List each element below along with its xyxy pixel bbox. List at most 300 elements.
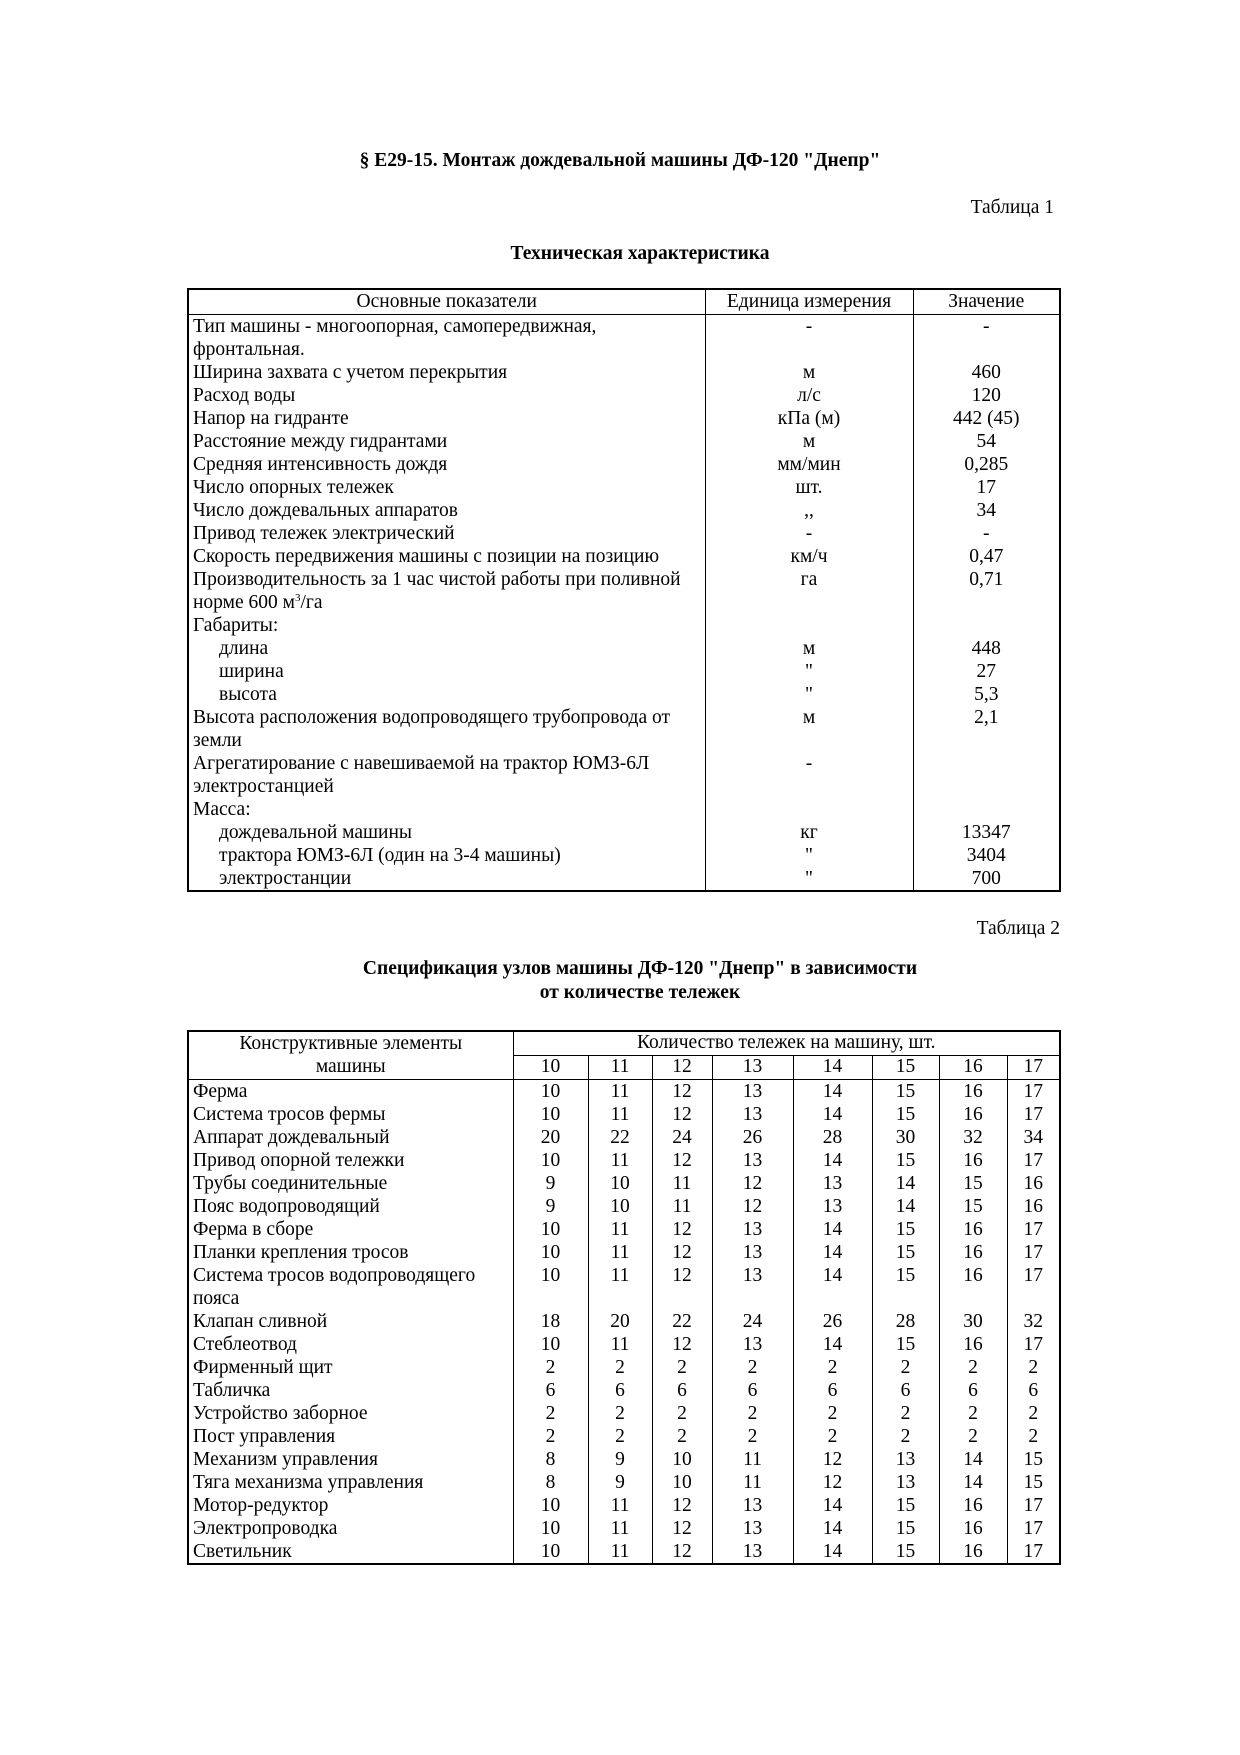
table2-caption-line1: Спецификация узлов машины ДФ-120 "Днепр" в зависимости xyxy=(362,958,918,979)
table-row xyxy=(188,1149,1060,1172)
count-cell: 16 xyxy=(939,1241,1007,1264)
indicator-text: дождевальной машины xyxy=(219,822,412,843)
count-cell: 2 xyxy=(793,1425,872,1448)
page-title: § Е29-15. Монтаж дождевальной машины ДФ-120 "Днепр" xyxy=(359,150,881,171)
unit-cell: м xyxy=(705,706,913,752)
unit-cell: - xyxy=(705,522,913,545)
indicator-text: трактора ЮМЗ-6Л (один на 3-4 машины) xyxy=(219,845,561,866)
count-cell: 26 xyxy=(712,1126,793,1149)
table-row xyxy=(188,1195,1060,1218)
count-cell: 13 xyxy=(712,1517,793,1540)
count-header-17: 17 xyxy=(1007,1056,1060,1080)
element-name-cell: Ферма xyxy=(188,1080,513,1104)
value-cell xyxy=(913,614,1060,637)
indicator-cell xyxy=(188,522,705,545)
indicator-text: Напор на гидранте xyxy=(193,408,349,429)
element-name-cell: Табличка xyxy=(188,1379,513,1402)
table-row xyxy=(188,752,1060,798)
count-cell: 15 xyxy=(939,1195,1007,1218)
indicator-cell xyxy=(188,867,705,891)
value-cell: 34 xyxy=(913,499,1060,522)
count-cell: 17 xyxy=(1007,1333,1060,1356)
indicator-cell xyxy=(188,476,705,499)
count-cell: 16 xyxy=(939,1080,1007,1104)
count-cell: 15 xyxy=(1007,1448,1060,1471)
specification-table xyxy=(187,1030,1061,1565)
count-cell: 22 xyxy=(652,1310,712,1333)
count-cell: 11 xyxy=(588,1241,652,1264)
count-cell: 2 xyxy=(939,1402,1007,1425)
count-cell: 10 xyxy=(513,1218,588,1241)
count-cell: 12 xyxy=(712,1172,793,1195)
count-cell: 11 xyxy=(588,1218,652,1241)
unit-cell: " xyxy=(705,683,913,706)
count-cell: 14 xyxy=(872,1195,939,1218)
count-cell: 2 xyxy=(588,1425,652,1448)
count-cell: 8 xyxy=(513,1448,588,1471)
count-cell: 2 xyxy=(513,1425,588,1448)
indicator-text: Производительность за 1 час чистой работы при поливной норме 600 м xyxy=(193,569,681,613)
indicator-cell xyxy=(188,407,705,430)
count-cell: 12 xyxy=(652,1540,712,1564)
count-cell: 17 xyxy=(1007,1218,1060,1241)
value-cell: 120 xyxy=(913,384,1060,407)
count-cell: 10 xyxy=(513,1103,588,1126)
count-cell: 12 xyxy=(652,1264,712,1310)
value-cell: 700 xyxy=(913,867,1060,891)
unit-cell: л/с xyxy=(705,384,913,407)
value-cell: 54 xyxy=(913,430,1060,453)
indicator-cell xyxy=(188,453,705,476)
count-cell: 13 xyxy=(712,1333,793,1356)
indicator-text: Агрегатирование с навешиваемой на трактор ЮМЗ-6Л электростанцией xyxy=(193,753,650,797)
count-cell: 12 xyxy=(652,1149,712,1172)
count-cell: 16 xyxy=(939,1517,1007,1540)
count-header-16: 16 xyxy=(939,1056,1007,1080)
count-cell: 10 xyxy=(513,1080,588,1104)
table-row xyxy=(188,315,1060,362)
count-cell: 16 xyxy=(939,1149,1007,1172)
count-cell: 11 xyxy=(588,1080,652,1104)
table-row xyxy=(188,1448,1060,1471)
table-row xyxy=(188,568,1060,614)
count-cell: 6 xyxy=(652,1379,712,1402)
count-cell: 12 xyxy=(652,1103,712,1126)
table1-label: Таблица 1 xyxy=(970,197,1054,218)
count-cell: 10 xyxy=(652,1448,712,1471)
value-cell: 460 xyxy=(913,361,1060,384)
count-cell: 14 xyxy=(793,1080,872,1104)
count-cell: 13 xyxy=(793,1172,872,1195)
value-cell: 3404 xyxy=(913,844,1060,867)
count-cell: 11 xyxy=(588,1149,652,1172)
indicator-text-tail: /га xyxy=(300,592,323,613)
unit-cell: кг xyxy=(705,821,913,844)
value-cell: 442 (45) xyxy=(913,407,1060,430)
count-cell: 6 xyxy=(793,1379,872,1402)
table-row xyxy=(188,660,1060,683)
table-row xyxy=(188,476,1060,499)
count-cell: 2 xyxy=(712,1356,793,1379)
count-header-15: 15 xyxy=(872,1056,939,1080)
count-cell: 11 xyxy=(588,1494,652,1517)
count-cell: 6 xyxy=(588,1379,652,1402)
value-cell: 448 xyxy=(913,637,1060,660)
count-cell: 2 xyxy=(712,1402,793,1425)
unit-cell xyxy=(705,798,913,821)
element-name-cell: Мотор-редуктор xyxy=(188,1494,513,1517)
count-cell: 30 xyxy=(939,1310,1007,1333)
count-cell: 10 xyxy=(513,1517,588,1540)
count-cell: 17 xyxy=(1007,1080,1060,1104)
indicator-cell xyxy=(188,637,705,660)
count-cell: 14 xyxy=(793,1241,872,1264)
count-cell: 14 xyxy=(793,1333,872,1356)
table-row xyxy=(188,1540,1060,1564)
indicator-text: Средняя интенсивность дождя xyxy=(193,454,448,475)
indicator-text: Скорость передвижения машины с позиции на позицию xyxy=(193,546,660,567)
count-cell: 14 xyxy=(793,1218,872,1241)
count-cell: 9 xyxy=(513,1195,588,1218)
count-cell: 15 xyxy=(872,1333,939,1356)
table-row xyxy=(188,1264,1060,1310)
count-cell: 16 xyxy=(939,1494,1007,1517)
count-cell: 9 xyxy=(513,1172,588,1195)
element-name-cell: Фирменный щит xyxy=(188,1356,513,1379)
table-row xyxy=(188,821,1060,844)
element-name-cell: Система тросов фермы xyxy=(188,1103,513,1126)
table-row xyxy=(188,798,1060,821)
count-cell: 15 xyxy=(872,1241,939,1264)
count-cell: 14 xyxy=(872,1172,939,1195)
table-row xyxy=(188,1494,1060,1517)
unit-cell: - xyxy=(705,315,913,362)
count-cell: 8 xyxy=(513,1471,588,1494)
count-cell: 13 xyxy=(872,1471,939,1494)
value-cell: 0,285 xyxy=(913,453,1060,476)
count-cell: 10 xyxy=(513,1540,588,1564)
count-cell: 16 xyxy=(1007,1172,1060,1195)
unit-cell: мм/мин xyxy=(705,453,913,476)
count-cell: 17 xyxy=(1007,1517,1060,1540)
table2-body xyxy=(188,1080,1060,1565)
count-cell: 17 xyxy=(1007,1540,1060,1564)
count-cell: 11 xyxy=(712,1448,793,1471)
element-name-cell: Привод опорной тележки xyxy=(188,1149,513,1172)
count-header-10: 10 xyxy=(513,1056,588,1080)
element-name-cell: Аппарат дождевальный xyxy=(188,1126,513,1149)
count-cell: 2 xyxy=(939,1356,1007,1379)
table2-caption-line2: от количестве тележек xyxy=(539,981,741,1003)
count-cell: 15 xyxy=(872,1494,939,1517)
element-name-cell: Ферма в сборе xyxy=(188,1218,513,1241)
table-row xyxy=(188,1080,1060,1104)
indicator-cell xyxy=(188,706,705,752)
table-row xyxy=(188,361,1060,384)
count-cell: 12 xyxy=(652,1517,712,1540)
indicator-text: ширина xyxy=(219,661,284,682)
count-cell: 17 xyxy=(1007,1494,1060,1517)
table-row xyxy=(188,1333,1060,1356)
indicator-text: Число дождевальных аппаратов xyxy=(193,500,458,521)
table-row xyxy=(188,867,1060,891)
table1-header-unit: Единица измерения xyxy=(705,289,913,315)
value-cell: 2,1 xyxy=(913,706,1060,752)
count-cell: 12 xyxy=(652,1494,712,1517)
table1-header-value: Значение xyxy=(913,289,1060,315)
table2-header-element-line2: машины xyxy=(315,1056,386,1077)
table-row xyxy=(188,407,1060,430)
count-cell: 12 xyxy=(793,1471,872,1494)
value-cell: 17 xyxy=(913,476,1060,499)
indicator-cell xyxy=(188,315,705,362)
count-cell: 6 xyxy=(1007,1379,1060,1402)
count-cell: 2 xyxy=(1007,1356,1060,1379)
element-name-cell: Пост управления xyxy=(188,1425,513,1448)
indicator-text: высота xyxy=(219,684,277,705)
count-cell: 12 xyxy=(652,1218,712,1241)
count-cell: 17 xyxy=(1007,1241,1060,1264)
count-header-13: 13 xyxy=(712,1056,793,1080)
element-name-cell: Планки крепления тросов xyxy=(188,1241,513,1264)
table-row xyxy=(188,453,1060,476)
count-cell: 22 xyxy=(588,1126,652,1149)
unit-cell: - xyxy=(705,752,913,798)
count-cell: 14 xyxy=(793,1264,872,1310)
unit-cell: ,, xyxy=(705,499,913,522)
table1-header-row xyxy=(188,289,1060,315)
indicator-superscript: 3 xyxy=(294,592,301,604)
table-row xyxy=(188,430,1060,453)
count-cell: 13 xyxy=(712,1494,793,1517)
count-header-12: 12 xyxy=(652,1056,712,1080)
count-cell: 17 xyxy=(1007,1264,1060,1310)
element-name-cell: Механизм управления xyxy=(188,1448,513,1471)
unit-cell: кПа (м) xyxy=(705,407,913,430)
count-cell: 14 xyxy=(793,1149,872,1172)
element-name-cell: Тяга механизма управления xyxy=(188,1471,513,1494)
unit-cell: шт. xyxy=(705,476,913,499)
indicator-cell xyxy=(188,545,705,568)
table-row xyxy=(188,1241,1060,1264)
count-cell: 13 xyxy=(712,1264,793,1310)
table2-header-element-line1: Конструктивные элементы xyxy=(239,1033,463,1054)
count-cell: 9 xyxy=(588,1448,652,1471)
count-cell: 15 xyxy=(872,1540,939,1564)
count-cell: 2 xyxy=(1007,1425,1060,1448)
indicator-cell xyxy=(188,798,705,821)
indicator-text: Высота расположения водопроводящего трубопровода от земли xyxy=(193,707,671,751)
count-cell: 12 xyxy=(793,1448,872,1471)
value-cell: 13347 xyxy=(913,821,1060,844)
indicator-text: электростанции xyxy=(219,868,352,889)
indicator-cell xyxy=(188,660,705,683)
table-row xyxy=(188,384,1060,407)
count-cell: 10 xyxy=(652,1471,712,1494)
element-name-cell: Электропроводка xyxy=(188,1517,513,1540)
count-cell: 2 xyxy=(652,1402,712,1425)
count-cell: 11 xyxy=(588,1264,652,1310)
value-cell: 0,71 xyxy=(913,568,1060,614)
indicator-cell xyxy=(188,683,705,706)
count-cell: 14 xyxy=(793,1540,872,1564)
indicator-cell xyxy=(188,821,705,844)
count-cell: 9 xyxy=(588,1471,652,1494)
indicator-cell xyxy=(188,568,705,614)
element-name-cell: Пояс водопроводящий xyxy=(188,1195,513,1218)
count-cell: 13 xyxy=(712,1149,793,1172)
count-cell: 11 xyxy=(588,1517,652,1540)
unit-cell: га xyxy=(705,568,913,614)
indicator-text: Ширина захвата с учетом перекрытия xyxy=(193,362,508,383)
count-cell: 13 xyxy=(712,1218,793,1241)
count-cell: 10 xyxy=(588,1195,652,1218)
count-cell: 2 xyxy=(513,1356,588,1379)
count-cell: 15 xyxy=(872,1218,939,1241)
count-cell: 34 xyxy=(1007,1126,1060,1149)
count-cell: 6 xyxy=(939,1379,1007,1402)
count-cell: 20 xyxy=(588,1310,652,1333)
table-row xyxy=(188,1425,1060,1448)
table-row xyxy=(188,1402,1060,1425)
count-cell: 11 xyxy=(712,1471,793,1494)
count-cell: 11 xyxy=(652,1172,712,1195)
count-cell: 10 xyxy=(588,1172,652,1195)
value-cell xyxy=(913,798,1060,821)
indicator-cell xyxy=(188,614,705,637)
count-cell: 10 xyxy=(513,1333,588,1356)
count-cell: 10 xyxy=(513,1149,588,1172)
unit-cell: " xyxy=(705,660,913,683)
unit-cell: " xyxy=(705,844,913,867)
count-cell: 10 xyxy=(513,1494,588,1517)
unit-cell xyxy=(705,614,913,637)
count-cell: 15 xyxy=(872,1517,939,1540)
indicator-text: Габариты: xyxy=(193,615,279,636)
table-row xyxy=(188,637,1060,660)
table1-body xyxy=(188,315,1060,892)
indicator-cell xyxy=(188,499,705,522)
count-cell: 2 xyxy=(652,1356,712,1379)
count-cell: 2 xyxy=(652,1425,712,1448)
element-name-cell: Устройство заборное xyxy=(188,1402,513,1425)
count-header-11: 11 xyxy=(588,1056,652,1080)
count-cell: 11 xyxy=(588,1103,652,1126)
table-row xyxy=(188,844,1060,867)
unit-cell: м xyxy=(705,430,913,453)
count-cell: 16 xyxy=(939,1264,1007,1310)
count-cell: 15 xyxy=(872,1264,939,1310)
table1-caption: Техническая характеристика xyxy=(510,243,770,264)
count-cell: 15 xyxy=(872,1149,939,1172)
count-cell: 14 xyxy=(793,1517,872,1540)
table-row xyxy=(188,1310,1060,1333)
count-cell: 13 xyxy=(872,1448,939,1471)
table-row xyxy=(188,1356,1060,1379)
unit-cell: м xyxy=(705,361,913,384)
indicator-text: длина xyxy=(219,638,269,659)
table-row xyxy=(188,522,1060,545)
count-cell: 2 xyxy=(872,1402,939,1425)
element-name-cell: Светильник xyxy=(188,1540,513,1564)
count-cell: 14 xyxy=(793,1494,872,1517)
count-cell: 14 xyxy=(793,1103,872,1126)
count-cell: 2 xyxy=(872,1356,939,1379)
count-cell: 6 xyxy=(872,1379,939,1402)
count-cell: 16 xyxy=(939,1218,1007,1241)
element-name-cell: Стеблеотвод xyxy=(188,1333,513,1356)
value-cell: - xyxy=(913,315,1060,362)
count-cell: 15 xyxy=(939,1172,1007,1195)
table-row xyxy=(188,706,1060,752)
count-cell: 12 xyxy=(652,1333,712,1356)
table-row xyxy=(188,1172,1060,1195)
count-cell: 13 xyxy=(793,1195,872,1218)
count-cell: 2 xyxy=(872,1425,939,1448)
table-row xyxy=(188,545,1060,568)
count-cell: 14 xyxy=(939,1471,1007,1494)
count-cell: 17 xyxy=(1007,1103,1060,1126)
value-cell: 5,3 xyxy=(913,683,1060,706)
table2-caption xyxy=(0,957,1240,1004)
table2-label: Таблица 2 xyxy=(976,918,1060,939)
count-cell: 6 xyxy=(712,1379,793,1402)
table1-header-indicator: Основные показатели xyxy=(188,289,705,315)
unit-cell: км/ч xyxy=(705,545,913,568)
indicator-cell xyxy=(188,430,705,453)
indicator-text: Расход воды xyxy=(193,385,296,406)
unit-cell: " xyxy=(705,867,913,891)
count-cell: 2 xyxy=(588,1402,652,1425)
count-header-14: 14 xyxy=(793,1056,872,1080)
count-cell: 16 xyxy=(939,1333,1007,1356)
count-cell: 2 xyxy=(939,1425,1007,1448)
count-cell: 11 xyxy=(588,1333,652,1356)
value-cell: 0,47 xyxy=(913,545,1060,568)
count-cell: 2 xyxy=(793,1356,872,1379)
indicator-cell xyxy=(188,844,705,867)
count-cell: 11 xyxy=(652,1195,712,1218)
count-cell: 2 xyxy=(588,1356,652,1379)
value-cell xyxy=(913,752,1060,798)
count-cell: 13 xyxy=(712,1540,793,1564)
count-cell: 13 xyxy=(712,1080,793,1104)
count-cell: 10 xyxy=(513,1264,588,1310)
count-cell: 2 xyxy=(793,1402,872,1425)
element-name-cell: Клапан сливной xyxy=(188,1310,513,1333)
count-cell: 15 xyxy=(872,1103,939,1126)
table-row xyxy=(188,1517,1060,1540)
count-cell: 14 xyxy=(939,1448,1007,1471)
table-row xyxy=(188,1379,1060,1402)
count-cell: 17 xyxy=(1007,1149,1060,1172)
count-cell: 24 xyxy=(652,1126,712,1149)
count-cell: 18 xyxy=(513,1310,588,1333)
value-cell: - xyxy=(913,522,1060,545)
count-cell: 12 xyxy=(712,1195,793,1218)
count-cell: 32 xyxy=(939,1126,1007,1149)
count-cell: 2 xyxy=(513,1402,588,1425)
indicator-text: Тип машины - многоопорная, самопередвижная, фронтальная. xyxy=(193,316,597,360)
indicator-cell xyxy=(188,752,705,798)
indicator-text: Привод тележек электрический xyxy=(193,523,455,544)
table2-header-row-1 xyxy=(188,1031,1060,1056)
count-cell: 11 xyxy=(588,1540,652,1564)
table-row xyxy=(188,614,1060,637)
count-cell: 2 xyxy=(712,1425,793,1448)
table2-header-element xyxy=(188,1031,513,1080)
count-cell: 2 xyxy=(1007,1402,1060,1425)
